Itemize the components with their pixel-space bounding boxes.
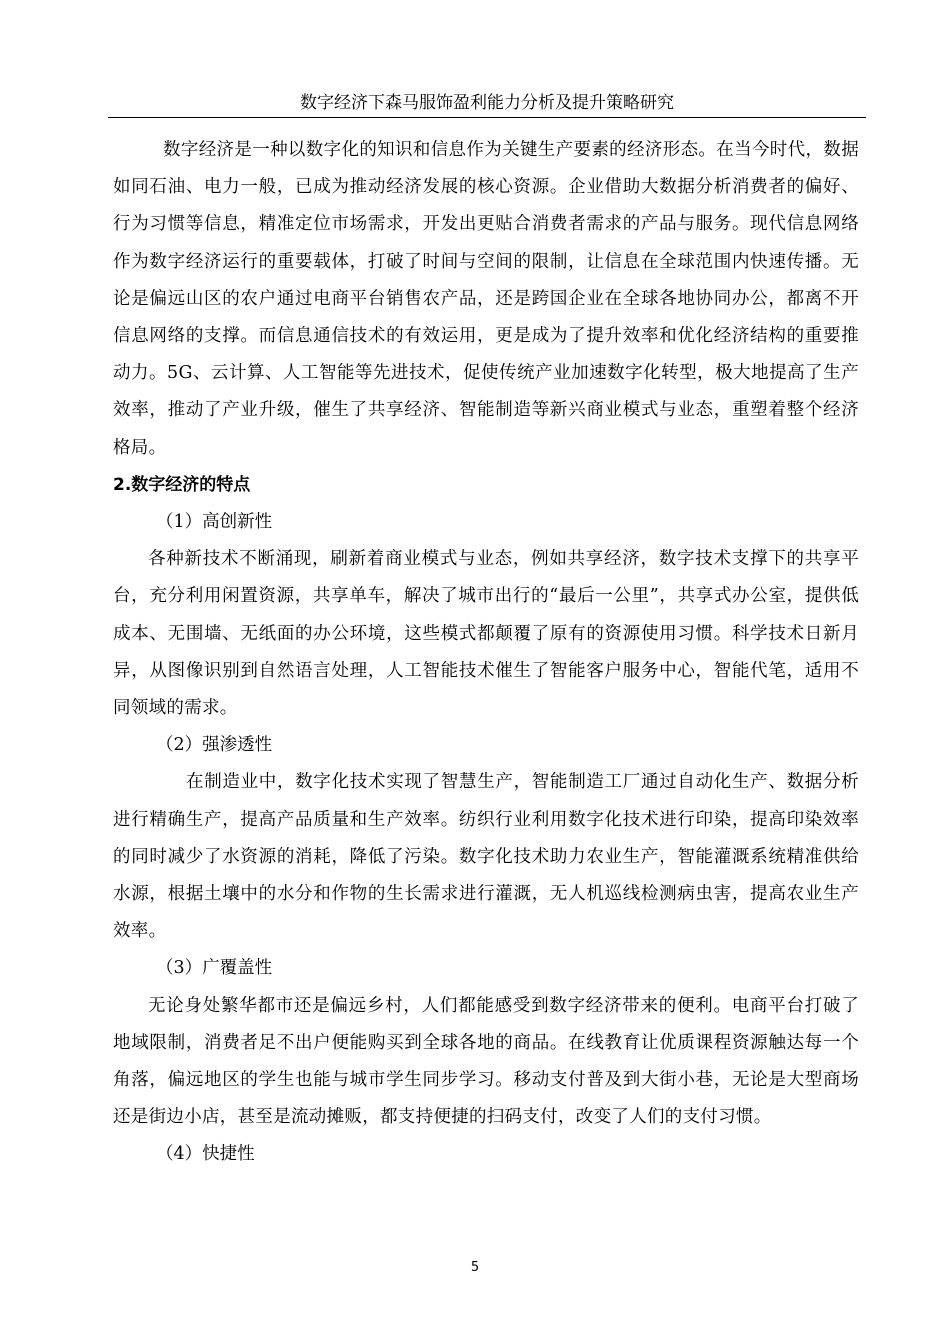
page-number: 5 <box>470 1260 480 1275</box>
paragraph-innovation: 各种新技术不断涌现，刷新着商业模式与业态，例如共享经济，数字技术支撑下的共享平台，充分利用闲置资源，共享单车，解决了城市出行的“最后一公里”，共享式办公室，提供低成本、无围墙、无纸面的办公环境，这些模式都颠覆了原有的资源使用习惯。科学技术日新月异，从图像识别到自然语言处理，人工智能技术催生了智能客户服务中心，智能代笔，适用不同领域的需求。 <box>113 549 859 719</box>
running-header: 数字经济下森马服饰盈利能力分析及提升策略研究 <box>300 93 674 113</box>
intro-paragraph: 数字经济是一种以数字化的知识和信息作为关键生产要素的经济形态。在当今时代，数据如同石油、电力一般，已成为推动经济发展的核心资源。企业借助大数据分析消费者的偏好、行为习惯等信息，精准定位市场需求，开发出更贴合消费者需求的产品与服务。现代信息网络作为数字经济运行的重要载体，打破了时间与空间的限制，让信息在全球范围内快速传播。无论是偏远山区的农户通过电商平台销售农产品，还是跨国企业在全球各地协同办公，都离不开信息网络的支撑。而信息通信技术的有效运用，更是成为了提升效率和优化经济结构的重要推动力。5G、云计算、人工智能等先进技术，促使传统产业加速数字化转型，极大地提高了生产效率，推动了产业升级，催生了共享经济、智能制造等新兴商业模式与业态，重塑着整个经济格局。 <box>113 140 859 458</box>
header-rule <box>108 117 866 118</box>
paragraph-penetration: 在制造业中，数字化技术实现了智慧生产，智能制造工厂通过自动化生产、数据分析进行精确生产，提高产品质量和生产效率。纺织行业利用数字化技术进行印染，提高印染效率的同时减少了水资源的消耗，降低了污染。数字化技术助力农业生产，智能灌溉系统精准供给水源，根据土壤中的水分和作物的生长需求进行灌溉，无人机巡线检测病虫害，提高农业生产效率。 <box>113 772 859 942</box>
paragraph-coverage: 无论身处繁华都市还是偏远乡村，人们都能感受到数字经济带来的便利。电商平台打破了地域限制，消费者足不出户便能购买到全球各地的商品。在线教育让优质课程资源触达每一个角落，偏远地区的学生也能与城市学生同步学习。移动支付普及到大街小巷，无论是大型商场还是街边小店，甚至是流动摊贩，都支持便捷的扫码支付，改变了人们的支付习惯。 <box>113 995 859 1128</box>
sub-heading-penetration: （2）强渗透性 <box>156 735 273 756</box>
sub-heading-innovation: （1）高创新性 <box>156 512 273 533</box>
section-heading: 2.数字经济的特点 <box>113 474 251 495</box>
sub-heading-coverage: （3）广覆盖性 <box>156 958 273 979</box>
document-body <box>113 132 859 1174</box>
sub-heading-speed: （4）快捷性 <box>156 1144 255 1165</box>
